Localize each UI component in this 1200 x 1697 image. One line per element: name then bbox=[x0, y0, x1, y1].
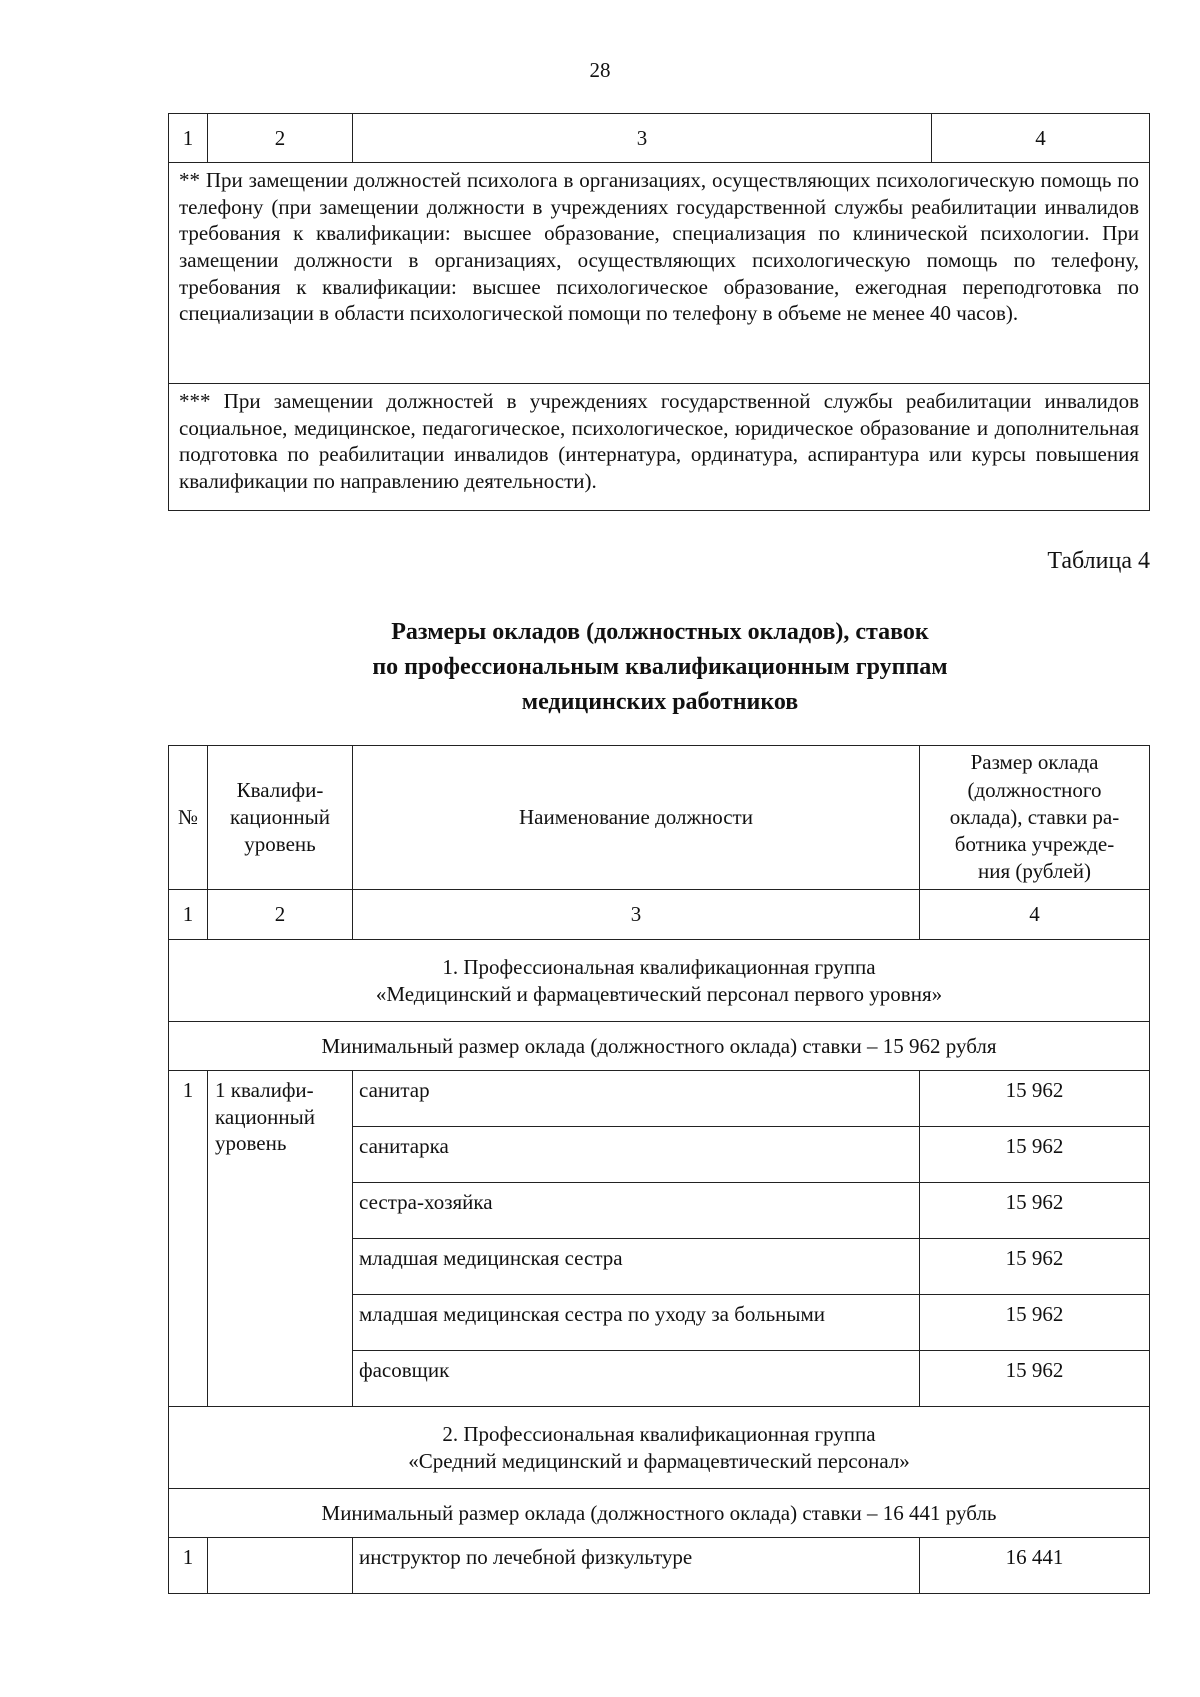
min-salary-row bbox=[169, 1022, 1150, 1071]
position-name: инструктор по лечебной физкультуре bbox=[353, 1538, 920, 1594]
col-number-1: 1 bbox=[169, 890, 208, 940]
salary-table bbox=[168, 745, 1150, 1594]
salary-value: 15 962 bbox=[920, 1295, 1150, 1351]
group-title-line: «Медицинский и фармацевтический персонал первого уровня» bbox=[375, 981, 943, 1006]
footnote-row bbox=[169, 163, 1150, 384]
salary-value: 15 962 bbox=[920, 1239, 1150, 1295]
header-salary: Размер оклада (должностного оклада), ставки ра- ботника учрежде- ния (рублей) bbox=[920, 746, 1150, 890]
position-name: младшая медицинская сестра bbox=[353, 1239, 920, 1295]
group-title-line: 1. Профессиональная квалификационная группа bbox=[442, 954, 876, 979]
col-number-3: 3 bbox=[353, 114, 932, 163]
salary-value: 15 962 bbox=[920, 1127, 1150, 1183]
group-title bbox=[169, 1407, 1150, 1489]
footnote-row bbox=[169, 384, 1150, 511]
column-number-row bbox=[169, 114, 1150, 163]
header-row bbox=[169, 746, 1150, 890]
table-title-line: Размеры окладов (должностных окладов), ставок bbox=[391, 619, 929, 645]
min-salary: Минимальный размер оклада (должностного оклада) ставки – 16 441 рубль bbox=[169, 1489, 1150, 1538]
col-number-4: 4 bbox=[932, 114, 1150, 163]
group-title-line: «Средний медицинский и фармацевтический персонал» bbox=[408, 1448, 910, 1473]
table-row bbox=[169, 1071, 1150, 1127]
col-number-4: 4 bbox=[920, 890, 1150, 940]
group-title-row bbox=[169, 940, 1150, 1022]
salary-value: 15 962 bbox=[920, 1351, 1150, 1407]
min-salary: Минимальный размер оклада (должностного оклада) ставки – 15 962 рубля bbox=[169, 1022, 1150, 1071]
col-number-2: 2 bbox=[208, 890, 353, 940]
position-name: санитарка bbox=[353, 1127, 920, 1183]
footnote-double-star: ** При замещении должностей психолога в организациях, осуществляющих психологическую помощь по телефону (при замещении должности в учреждениях государственной службы реабилитации инвалидов требования к квалификации: высшее образование, специализация по клинической психологии. При замещении должности в организациях, осуществляющих психологическую помощь по телефону, требования к квалификации: высшее психологическое образование, ежегодная переподготовка по специализации в области психологической помощи по телефону в объеме не менее 40 часов). bbox=[169, 163, 1150, 384]
footnote-triple-star: *** При замещении должностей в учреждениях государственной службы реабилитации инвалидов социальное, медицинское, педагогическое, психологическое, юридическое образование и дополнительная подготовка по реабилитации инвалидов (интернатура, ординатура, аспирантура или курсы повышения квалификации по направлению деятельности). bbox=[169, 384, 1150, 511]
table-title-line: по профессиональным квалификационным группам bbox=[372, 653, 948, 680]
header-number: № bbox=[169, 746, 208, 890]
qualification-level: 1 квалифи- кационный уровень bbox=[208, 1071, 353, 1407]
group-title-row bbox=[169, 1407, 1150, 1489]
salary-value: 16 441 bbox=[920, 1538, 1150, 1594]
position-name: сестра-хозяйка bbox=[353, 1183, 920, 1239]
table-title bbox=[0, 615, 1200, 719]
table-row bbox=[169, 1538, 1150, 1594]
col-number-2: 2 bbox=[208, 114, 353, 163]
position-name: младшая медицинская сестра по уходу за больными bbox=[353, 1295, 920, 1351]
col-number-1: 1 bbox=[169, 114, 208, 163]
row-number: 1 bbox=[169, 1538, 208, 1594]
previous-table-continuation bbox=[168, 113, 1150, 511]
row-number: 1 bbox=[169, 1071, 208, 1407]
table-label: Таблица 4 bbox=[1047, 548, 1150, 574]
group-title bbox=[169, 940, 1150, 1022]
group-title-line: 2. Профессиональная квалификационная группа bbox=[442, 1421, 876, 1446]
column-number-row bbox=[169, 890, 1150, 940]
qualification-level bbox=[208, 1538, 353, 1594]
salary-value: 15 962 bbox=[920, 1071, 1150, 1127]
page-number: 28 bbox=[589, 58, 611, 82]
table-title-line: медицинских работников bbox=[521, 688, 799, 715]
position-name: фасовщик bbox=[353, 1351, 920, 1407]
position-name: санитар bbox=[353, 1071, 920, 1127]
col-number-3: 3 bbox=[353, 890, 920, 940]
header-position-name: Наименование должности bbox=[353, 746, 920, 890]
salary-value: 15 962 bbox=[920, 1183, 1150, 1239]
min-salary-row bbox=[169, 1489, 1150, 1538]
header-qualification-level: Квалифи- кационный уровень bbox=[208, 746, 353, 890]
